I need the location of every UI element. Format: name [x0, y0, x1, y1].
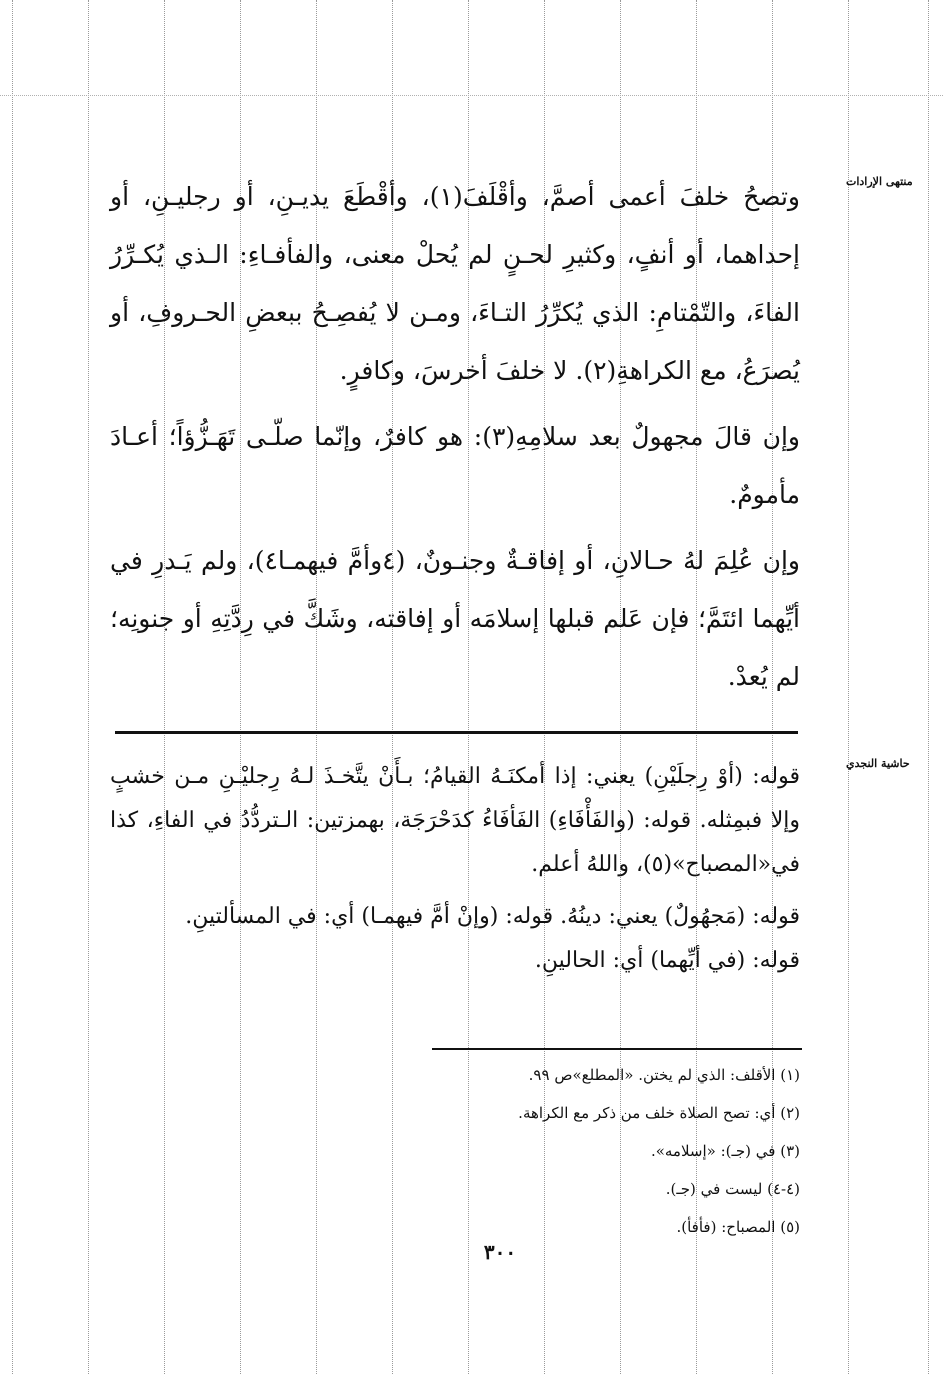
footnote: (٥) المصباح: (فأفأ). — [676, 1218, 800, 1236]
footnote: (٤-٤) ليست في (جـ). — [665, 1180, 800, 1198]
margin-label-hashiya: حاشية النجدي — [846, 757, 910, 770]
footnote: (١) الأقلف: الذي لم يختن. «المطلع»ص ٩٩. — [528, 1066, 800, 1084]
main-paragraph: وإن قالَ مجهولٌ بعد سلامِهِ(٣): هو كافرٌ، وإنّما صلّـى تَهَـزُّؤاً؛ أعـادَ مأمومٌ. — [110, 422, 800, 509]
hashiya-text — [110, 755, 800, 983]
margin-label-main: منتهى الإرادات — [846, 175, 913, 188]
hashiya-paragraph: قوله: (في أيِّهما) أي: الحالينِ. — [534, 948, 800, 973]
guide-line — [0, 95, 943, 96]
guide-line — [848, 0, 849, 1374]
main-paragraph: وتصحُ خلفَ أعمى أصمَّ، وأقْلَفَ(١)، وأقْطَعَ يديـنِ، أو رجليـنِ، أو إحداهما، أو أنفٍ، وكثيرِ لحـنٍ لم يُحلْ معنى، والفأفـاءِ: الـذي يُكـرِّرُ الفاءَ، والتّمْتامِ: الذي يُكرِّرُ التـاءَ، ومـن لا يُفصِـحُ ببعضِ الحـروفِ، أو يُصرَعُ، مع الكراهةِ(٢). لا خلفَ أخرسَ، وكافرٍ. — [110, 182, 800, 385]
footnotes — [330, 1056, 800, 1246]
main-paragraph: وإن عُلِمَ لهُ حـالانِ، أو إفاقـةٌ وجنـونٌ، (٤وأمَّ فيهمـا٤)، ولم يَـدرِ في أيِّهما ائتَمَّ؛ فإن عَلم قبلها إسلامَه أو إفاقته، وشَكَّ في رِدَّتِهِ أو جنونِه؛ لم يُعدْ. — [110, 546, 800, 691]
section-divider — [115, 731, 798, 734]
hashiya-paragraph: قوله: (أوْ رِجلَيْنِ) يعني: إذا أمكنَـهُ القيامُ؛ بـأَنْ يتَّخـذَ لـهُ رِجليْـنِ مـن خشبٍ وإلا فبمِثله. قوله: (والفَأْفَاءِ) الفَأفَاءُ كدَحْرَجَة، بهمزتين: الـتردُّدُ في الفاءِ، كذا في«المصباح»(٥)، واللهُ أعلم. — [110, 764, 800, 877]
page-number: ٣٠٠ — [483, 1240, 517, 1264]
guide-line — [88, 0, 89, 1374]
hashiya-paragraph: قوله: (مَجهُولٌ) يعني: دينُهُ. قوله: (وإنْ أمَّ فيهمـا) أي: في المسألتينِ. — [185, 904, 800, 929]
footnote-divider — [432, 1048, 802, 1050]
footnote: (٢) أي: تصح الصلاة خلف من ذكر مع الكراهة. — [518, 1104, 800, 1122]
footnote: (٣) في (جـ): «إسلامه». — [650, 1142, 800, 1160]
main-text — [110, 168, 800, 706]
guide-line — [12, 0, 13, 1374]
guide-line — [928, 0, 929, 1374]
